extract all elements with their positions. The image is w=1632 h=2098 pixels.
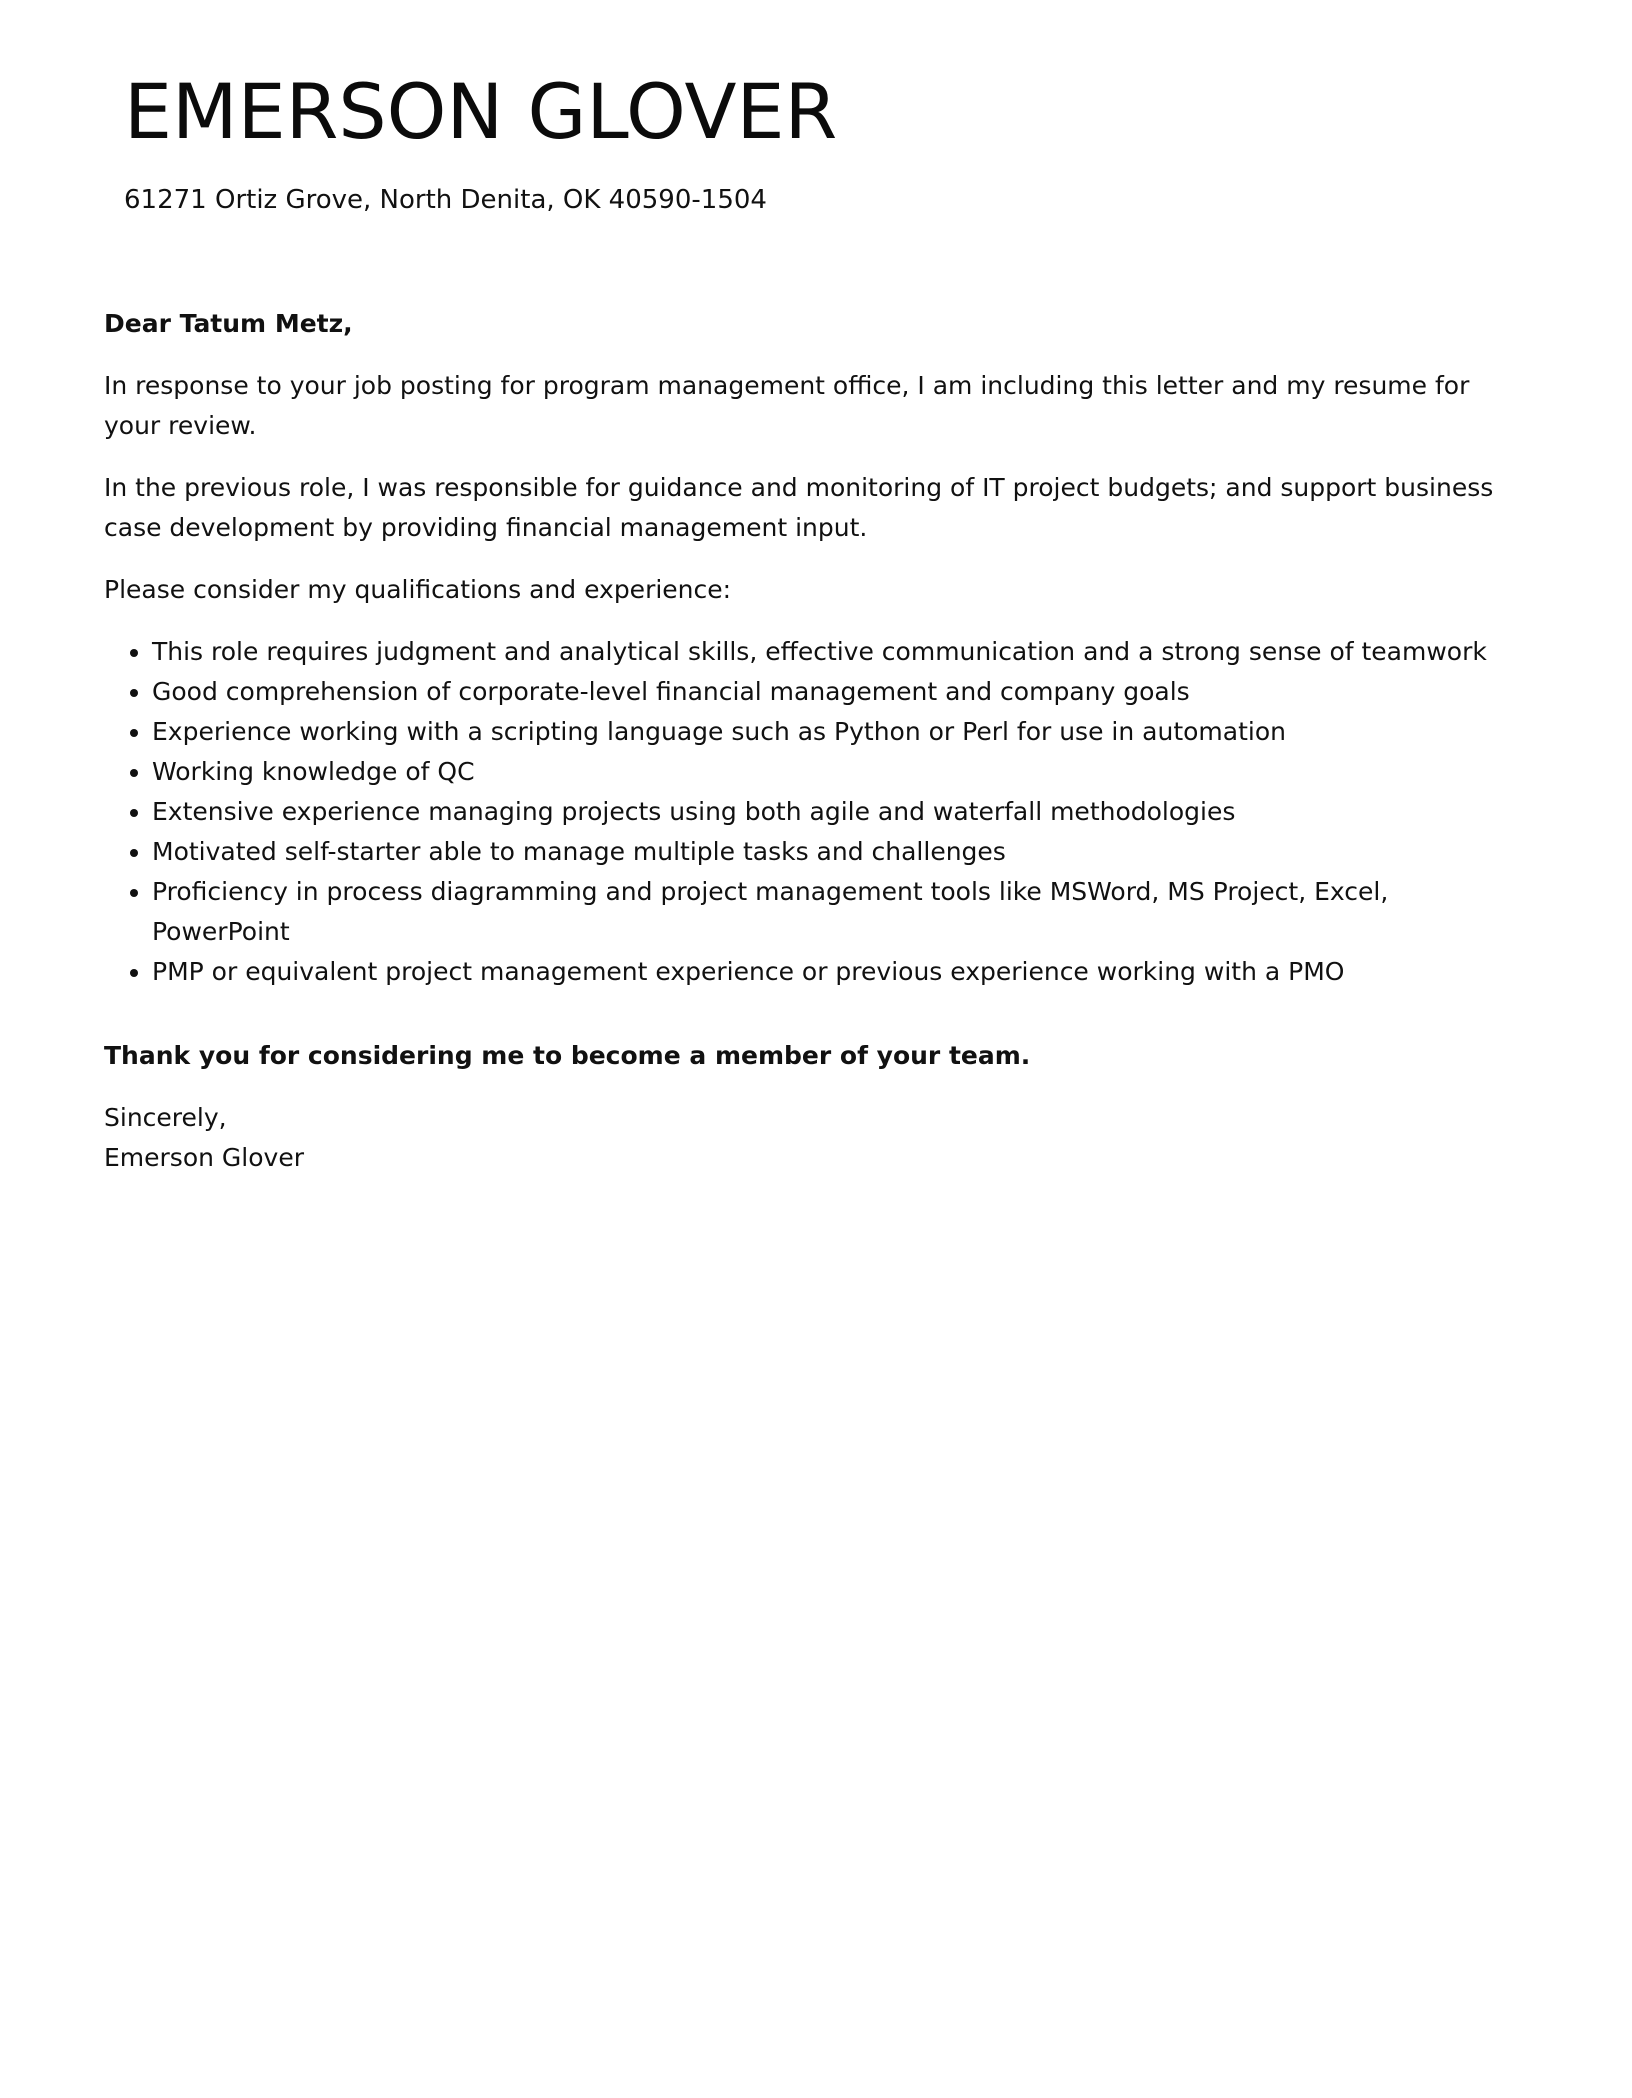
qualifications-list: [104, 632, 1524, 992]
list-item: • Experience working with a scripting language such as Python or Perl for use in automation: [152, 712, 1524, 752]
greeting: Dear Tatum Metz,: [104, 309, 353, 338]
list-item: • This role requires judgment and analytical skills, effective communication and a strong sense of teamwork: [152, 632, 1524, 672]
signoff: Sincerely,: [104, 1103, 227, 1132]
list-item: • Motivated self-starter able to manage multiple tasks and challenges: [152, 832, 1524, 872]
signature: Emerson Glover: [104, 1143, 304, 1172]
list-item: • PMP or equivalent project management experience or previous experience working with a PMO: [152, 952, 1524, 992]
list-item: • Working knowledge of QC: [152, 752, 1524, 792]
experience-paragraph: In the previous role, I was responsible for guidance and monitoring of IT project budgets; and support business case development by providing financial management input.: [104, 473, 1494, 542]
letter-header: [124, 67, 1504, 217]
applicant-name: EMERSON GLOVER: [124, 67, 838, 156]
list-item: • Good comprehension of corporate-level financial management and company goals: [152, 672, 1524, 712]
closing-line: Thank you for considering me to become a member of your team.: [104, 1041, 1031, 1070]
list-item: • Extensive experience managing projects using both agile and waterfall methodologies: [152, 792, 1524, 832]
list-item: • Proficiency in process diagramming and project management tools like MSWord, MS Project, Excel, PowerPoint: [152, 872, 1524, 952]
letter-body: [104, 304, 1524, 1178]
qualifications-intro: Please consider my qualifications and experience:: [104, 575, 732, 604]
intro-paragraph: In response to your job posting for program management office, I am including this letter and my resume for your review.: [104, 371, 1470, 440]
applicant-address: 61271 Ortiz Grove, North Denita, OK 40590-1504: [124, 184, 767, 215]
